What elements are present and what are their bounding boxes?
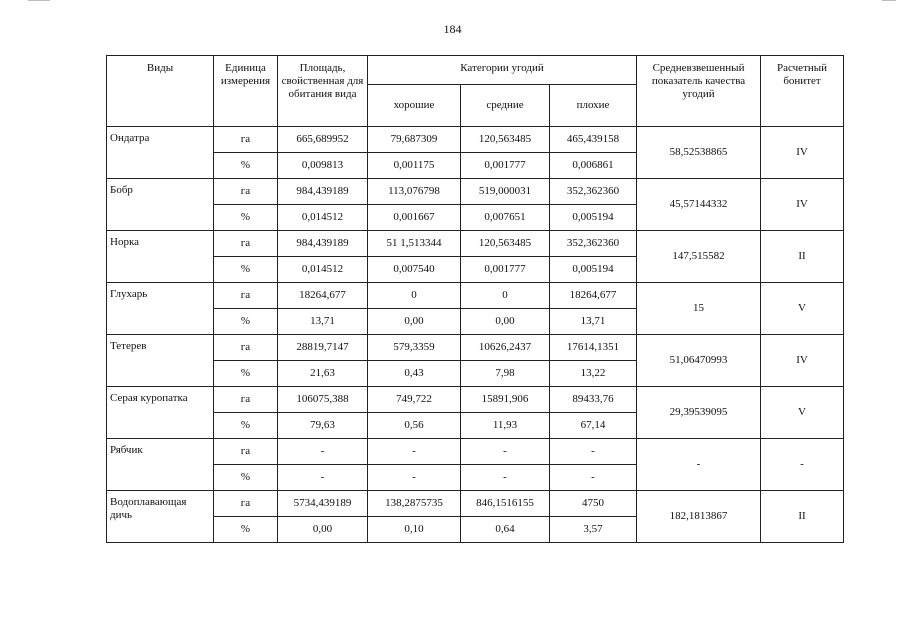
unit-cell: % (214, 517, 278, 543)
poor-cell: 13,71 (550, 309, 637, 335)
poor-cell: 352,362360 (550, 179, 637, 205)
quality-cell: 147,515582 (637, 231, 761, 283)
medium-cell: 0,00 (461, 309, 550, 335)
medium-cell: 7,98 (461, 361, 550, 387)
good-cell: 0 (368, 283, 461, 309)
unit-cell: га (214, 335, 278, 361)
quality-cell: 182,1813867 (637, 491, 761, 543)
area-cell: 106075,388 (278, 387, 368, 413)
unit-cell: га (214, 387, 278, 413)
good-cell: 51 1,513344 (368, 231, 461, 257)
bonitet-cell: II (761, 231, 844, 283)
header-medium: средние (461, 85, 550, 127)
medium-cell: 519,000031 (461, 179, 550, 205)
table-row-ha (107, 231, 844, 257)
good-cell: 138,2875735 (368, 491, 461, 517)
area-cell: 13,71 (278, 309, 368, 335)
header-quality: Средневзвешенный показатель качества угодий (637, 56, 761, 127)
poor-cell: 67,14 (550, 413, 637, 439)
area-cell: 0,014512 (278, 257, 368, 283)
quality-cell: - (637, 439, 761, 491)
quality-cell: 29,39539095 (637, 387, 761, 439)
medium-cell: 0,007651 (461, 205, 550, 231)
area-cell: - (278, 465, 368, 491)
unit-cell: % (214, 361, 278, 387)
good-cell: 0,56 (368, 413, 461, 439)
poor-cell: 13,22 (550, 361, 637, 387)
good-cell: 0,43 (368, 361, 461, 387)
area-cell: - (278, 439, 368, 465)
unit-cell: % (214, 153, 278, 179)
medium-cell: 0,001777 (461, 257, 550, 283)
medium-cell: 15891,906 (461, 387, 550, 413)
unit-cell: га (214, 231, 278, 257)
area-cell: 0,00 (278, 517, 368, 543)
scan-edge-mark-left (28, 0, 50, 1)
bonitet-cell: II (761, 491, 844, 543)
species-name: Норка (107, 231, 214, 283)
good-cell: - (368, 439, 461, 465)
quality-cell: 51,06470993 (637, 335, 761, 387)
medium-cell: 0,64 (461, 517, 550, 543)
table-row-ha (107, 179, 844, 205)
area-cell: 0,009813 (278, 153, 368, 179)
poor-cell: - (550, 465, 637, 491)
area-cell: 0,014512 (278, 205, 368, 231)
area-cell: 21,63 (278, 361, 368, 387)
table-row-ha (107, 439, 844, 465)
area-cell: 79,63 (278, 413, 368, 439)
medium-cell: 120,563485 (461, 231, 550, 257)
poor-cell: 4750 (550, 491, 637, 517)
species-name: Бобр (107, 179, 214, 231)
good-cell: 0,10 (368, 517, 461, 543)
area-cell: 665,689952 (278, 127, 368, 153)
bonitet-cell: IV (761, 179, 844, 231)
good-cell: - (368, 465, 461, 491)
medium-cell: 0,001777 (461, 153, 550, 179)
bonitet-cell: - (761, 439, 844, 491)
medium-cell: 10626,2437 (461, 335, 550, 361)
species-name: Глухарь (107, 283, 214, 335)
poor-cell: 3,57 (550, 517, 637, 543)
unit-cell: га (214, 127, 278, 153)
header-good: хорошие (368, 85, 461, 127)
unit-cell: % (214, 413, 278, 439)
species-habitat-table (106, 55, 844, 543)
bonitet-cell: IV (761, 127, 844, 179)
area-cell: 18264,677 (278, 283, 368, 309)
medium-cell: 0 (461, 283, 550, 309)
bonitet-cell: IV (761, 335, 844, 387)
area-cell: 984,439189 (278, 179, 368, 205)
unit-cell: га (214, 491, 278, 517)
page-number: 184 (443, 22, 462, 36)
table-body (107, 127, 844, 543)
good-cell: 749,722 (368, 387, 461, 413)
species-name: Рябчик (107, 439, 214, 491)
poor-cell: - (550, 439, 637, 465)
good-cell: 579,3359 (368, 335, 461, 361)
medium-cell: 120,563485 (461, 127, 550, 153)
poor-cell: 0,005194 (550, 257, 637, 283)
unit-cell: % (214, 257, 278, 283)
good-cell: 0,001175 (368, 153, 461, 179)
header-area: Площадь, свойственная для обитания вида (278, 56, 368, 127)
poor-cell: 0,006861 (550, 153, 637, 179)
species-name: Ондатра (107, 127, 214, 179)
header-species: Виды (107, 56, 214, 127)
good-cell: 0,007540 (368, 257, 461, 283)
area-cell: 28819,7147 (278, 335, 368, 361)
table-row-ha (107, 387, 844, 413)
bonitet-cell: V (761, 283, 844, 335)
species-name: Серая куропатка (107, 387, 214, 439)
quality-cell: 15 (637, 283, 761, 335)
table-row-ha (107, 127, 844, 153)
poor-cell: 352,362360 (550, 231, 637, 257)
unit-cell: % (214, 465, 278, 491)
area-cell: 984,439189 (278, 231, 368, 257)
species-name: Водоплавающая дичь (107, 491, 214, 543)
header-poor: плохие (550, 85, 637, 127)
medium-cell: 11,93 (461, 413, 550, 439)
poor-cell: 18264,677 (550, 283, 637, 309)
header-unit: Единица измерения (214, 56, 278, 127)
table-row-ha (107, 491, 844, 517)
poor-cell: 17614,1351 (550, 335, 637, 361)
poor-cell: 465,439158 (550, 127, 637, 153)
scan-edge-mark-right (882, 0, 896, 1)
quality-cell: 58,52538865 (637, 127, 761, 179)
table-row-ha (107, 283, 844, 309)
medium-cell: 846,1516155 (461, 491, 550, 517)
bonitet-cell: V (761, 387, 844, 439)
good-cell: 0,001667 (368, 205, 461, 231)
good-cell: 0,00 (368, 309, 461, 335)
unit-cell: га (214, 283, 278, 309)
medium-cell: - (461, 465, 550, 491)
good-cell: 113,076798 (368, 179, 461, 205)
table-row-ha (107, 335, 844, 361)
header-bonitet: Расчетный бонитет (761, 56, 844, 127)
unit-cell: % (214, 205, 278, 231)
poor-cell: 0,005194 (550, 205, 637, 231)
unit-cell: % (214, 309, 278, 335)
species-name: Тетерев (107, 335, 214, 387)
good-cell: 79,687309 (368, 127, 461, 153)
area-cell: 5734,439189 (278, 491, 368, 517)
header-categories: Категории угодий (368, 56, 637, 85)
medium-cell: - (461, 439, 550, 465)
poor-cell: 89433,76 (550, 387, 637, 413)
unit-cell: га (214, 439, 278, 465)
quality-cell: 45,57144332 (637, 179, 761, 231)
unit-cell: га (214, 179, 278, 205)
